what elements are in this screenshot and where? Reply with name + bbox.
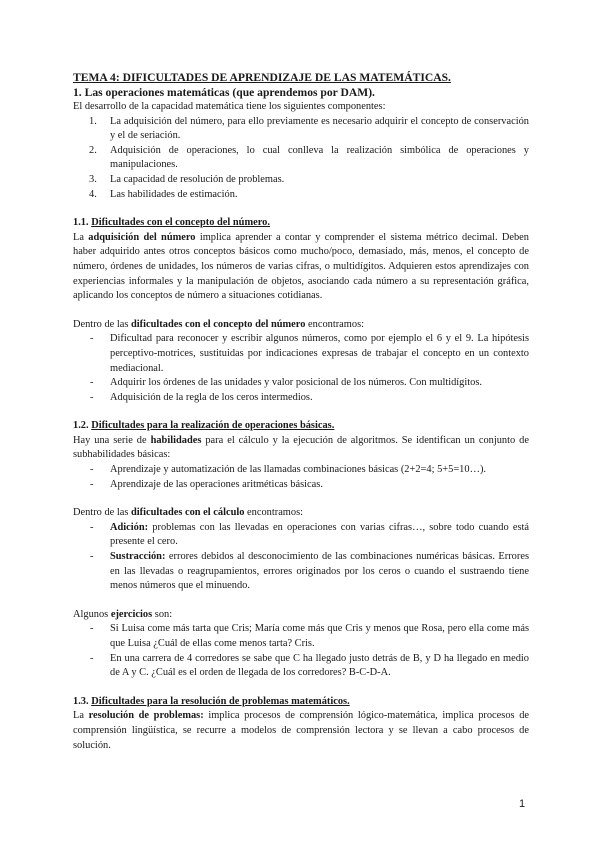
calculation-difficulties-list — [73, 521, 529, 594]
text-run: son: — [152, 608, 173, 620]
document-page — [73, 70, 529, 753]
section-1-2-paragraph — [73, 434, 529, 463]
list-item-text: La capacidad de resolución de problemas. — [110, 173, 285, 185]
bold-term: resolución de problemas: — [88, 710, 204, 722]
list-item: - Adquisición de la regla de los ceros intermedios. — [73, 391, 529, 406]
list-item: - Si Luisa come más tarta que Cris; María come más que Cris y menos que Rosa, pero ella come más que Luisa ¿Cuál de ellas come menos tarta? Cris. — [73, 622, 529, 651]
section-number: 1.1. — [73, 217, 89, 229]
text-run: problemas con las llevadas en operaciones con varias cifras…, sobre todo cuando está presente el cero. — [110, 521, 529, 548]
list-item-text: La adquisición del número, para ello previamente es necesario adquirir el concepto de conservación y el de seriación. — [110, 115, 529, 142]
list-number: 3. — [89, 173, 97, 185]
components-list — [73, 115, 529, 203]
components-list-item — [73, 144, 529, 173]
section-title: Dificultades para la realización de operaciones básicas. — [91, 420, 335, 432]
components-list-item — [73, 188, 529, 203]
text-run: implica procesos de comprensión lógico-matemática, implica procesos de comprensión lingüística, se recurre a modelos de comprensión lectora y se llevan a cabo procesos de solución. — [73, 710, 529, 751]
subskills-list — [73, 463, 529, 492]
section-number: 1.2. — [73, 420, 89, 432]
list-item — [73, 550, 529, 594]
list-item: - Aprendizaje y automatización de las llamadas combinaciones básicas (2+2=4; 5+5=10…). — [73, 463, 529, 478]
list-number: 1. — [89, 115, 97, 127]
list-item: - En una carrera de 4 corredores se sabe que C ha llegado justo detrás de B, y D ha llegado en medio de A y C. ¿Cuál es el orden de llegada de los corredores? B-C-D-A. — [73, 652, 529, 681]
bold-term: Sustracción: — [110, 551, 166, 563]
section-number: 1.3. — [73, 695, 89, 707]
exercises-intro — [73, 608, 529, 623]
text-run: Algunos — [73, 608, 111, 620]
text-run: La — [73, 231, 89, 243]
text-run: encontramos: — [305, 318, 364, 330]
components-list-item — [73, 115, 529, 144]
list-item: - Dificultad para reconocer y escribir algunos números, como por ejemplo el 6 y el 9. La hipótesis perceptivo-motrices, sustituidas por indicaciones expresas de trabajar el concepto en un contexto mediacional. — [73, 332, 529, 376]
text-run: La — [73, 710, 89, 722]
text-run: errores debidos al desconocimiento de las combinaciones numéricas básicas. Errores en las llevadas o reagrupamientos, errores originados por los ceros o cuando el sustraendo tiene menos números que el minuendo. — [110, 551, 529, 592]
text-run: Hay una serie de — [73, 434, 151, 446]
components-list-item — [73, 173, 529, 188]
text-run: para el cálculo y la ejecución de algoritmos. Se identifican un conjunto de subhabilidades básicas: — [73, 434, 529, 461]
bold-term: ejercicios — [110, 608, 153, 620]
bold-term: dificultades con el cálculo — [131, 507, 245, 519]
list-number: 4. — [89, 188, 97, 200]
section-1-1-heading — [73, 216, 529, 231]
text-run: Dentro de las — [73, 507, 131, 519]
list-item — [73, 521, 529, 550]
section-1-heading: 1. Las operaciones matemáticas (que aprendemos por DAM). — [73, 86, 375, 99]
list-item: - Aprendizaje de las operaciones aritméticas básicas. — [73, 478, 529, 493]
number-difficulties-list — [73, 332, 529, 405]
section-title: Dificultades para la resolución de problemas matemáticos. — [91, 695, 350, 707]
list-item-text: Adquisición de operaciones, lo cual conlleva la realización simbólica de operaciones y manipulaciones. — [110, 144, 529, 171]
list-item-text: Las habilidades de estimación. — [110, 188, 238, 200]
section-1-intro: El desarrollo de la capacidad matemática tiene los siguientes componentes: — [73, 101, 386, 112]
bold-term: dificultades con el concepto del número — [131, 318, 306, 330]
page-number: 1 — [519, 798, 526, 810]
section-1-2-list-intro — [73, 506, 529, 521]
section-1-3-paragraph — [73, 709, 529, 753]
text-run: Dentro de las — [73, 318, 131, 330]
section-1-3-heading — [73, 695, 529, 710]
section-1-1-paragraph — [73, 231, 529, 304]
text-run: implica aprender a contar y comprender el sistema métrico decimal. Deben haber adquirido antes otros conceptos básicos como mucho/poco, demasiado, más, menos, el concepto de número, órdenes de unidades, los números de varias cifras, o multidígitos. Adquieren estos aprendizajes con experiencias informales y la manipulación de objetos, asociando cada número a su representación gráfica, aplicando los conceptos de número a situaciones cotidianas. — [73, 231, 529, 302]
list-item: - Adquirir los órdenes de las unidades y valor posicional de los números. Con multidígitos. — [73, 376, 529, 391]
list-number: 2. — [89, 144, 97, 156]
section-title: Dificultades con el concepto del número. — [91, 217, 270, 229]
text-run: encontramos: — [244, 507, 304, 519]
bold-term: adquisición del número — [88, 231, 196, 243]
exercises-list — [73, 622, 529, 680]
document-title: TEMA 4: DIFICULTADES DE APRENDIZAJE DE LAS MATEMÁTICAS. — [73, 71, 451, 84]
bold-term: habilidades — [150, 434, 202, 446]
section-1-2-heading — [73, 419, 529, 434]
bold-term: Adición: — [110, 521, 149, 533]
section-1-1-list-intro — [73, 318, 529, 333]
